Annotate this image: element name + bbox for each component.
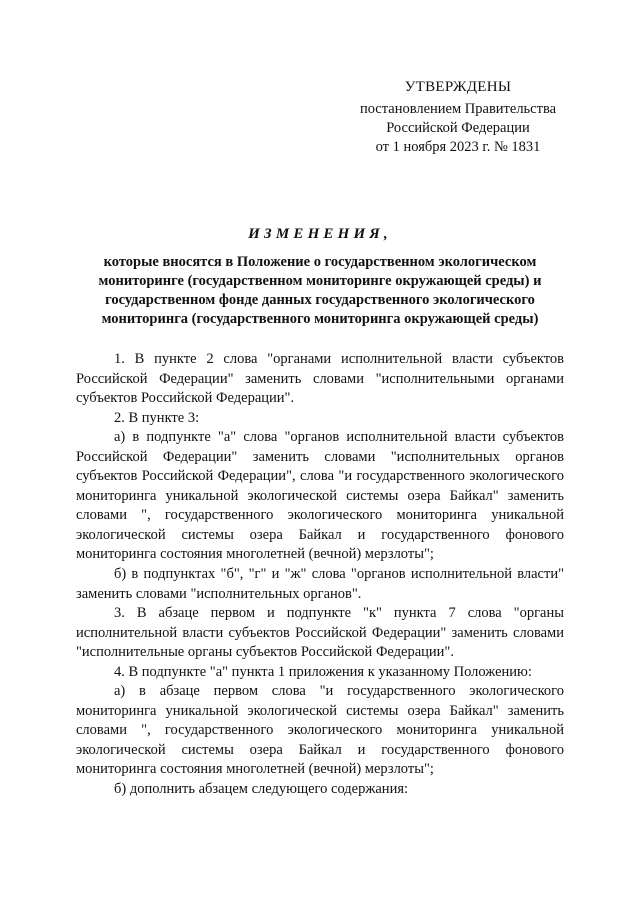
approval-heading: УТВЕРЖДЕНЫ — [404, 79, 512, 95]
approval-block — [330, 78, 586, 157]
paragraph-2: 2. В пункте 3: — [114, 409, 200, 426]
paragraph-7: а) в абзаце первом слова "и государственного экологического мониторинга уникальной экологической системы озера Байкал" заменить словами ", государственного экологического мониторинга уникальной экологической системы озера Байкал и государственного фонового мониторинга состояния многолетней (вечной) мерзлоты"; — [76, 683, 564, 778]
title-subtitle: которые вносятся в Положение о государственном экологическом мониторинге (государственном мониторинге окружающей среды) и государственном фонде данных государственного экологического мониторинга (государственного мониторинга окружающей среды) — [98, 254, 542, 327]
document-body — [76, 350, 564, 800]
approval-line-2: Российской Федерации — [386, 120, 530, 136]
approval-line-3: от 1 ноября 2023 г. № 1831 — [375, 139, 541, 155]
paragraph-5: 3. В абзаце первом и подпункте "к" пункта 7 слова "органы исполнительной власти субъектов Российской Федерации" заменить словами "исполнительные органы субъектов Российской Федерации". — [76, 605, 564, 661]
paragraph-1: 1. В пункте 2 слова "органами исполнительной власти субъектов Российской Федерации" заменить словами "исполнительными органами субъектов Российской Федерации". — [76, 351, 564, 407]
paragraph-6: 4. В подпункте "а" пункта 1 приложения к указанному Положению: — [114, 663, 532, 680]
paragraph-3: а) в подпункте "а" слова "органов исполнительной власти субъектов Российской Федерации" заменить словами "исполнительных органов субъектов Российской Федерации", слова "и государственного экологического мониторинга уникальной экологической системы озера Байкал" заменить словами ", государственного экологического мониторинга уникальной экологической системы озера Байкал и государственного фонового мониторинга состояния многолетней (вечной) мерзлоты"; — [76, 429, 564, 563]
paragraph-4: б) в подпунктах "б", "г" и "ж" слова "органов исполнительной власти" заменить словами "исполнительных органов". — [76, 566, 564, 602]
paragraph-8: б) дополнить абзацем следующего содержания: — [114, 781, 409, 798]
title-main: ИЗМЕНЕНИЯ, — [248, 226, 392, 242]
document-title — [78, 226, 562, 329]
approval-line-1: постановлением Правительства — [359, 101, 557, 117]
